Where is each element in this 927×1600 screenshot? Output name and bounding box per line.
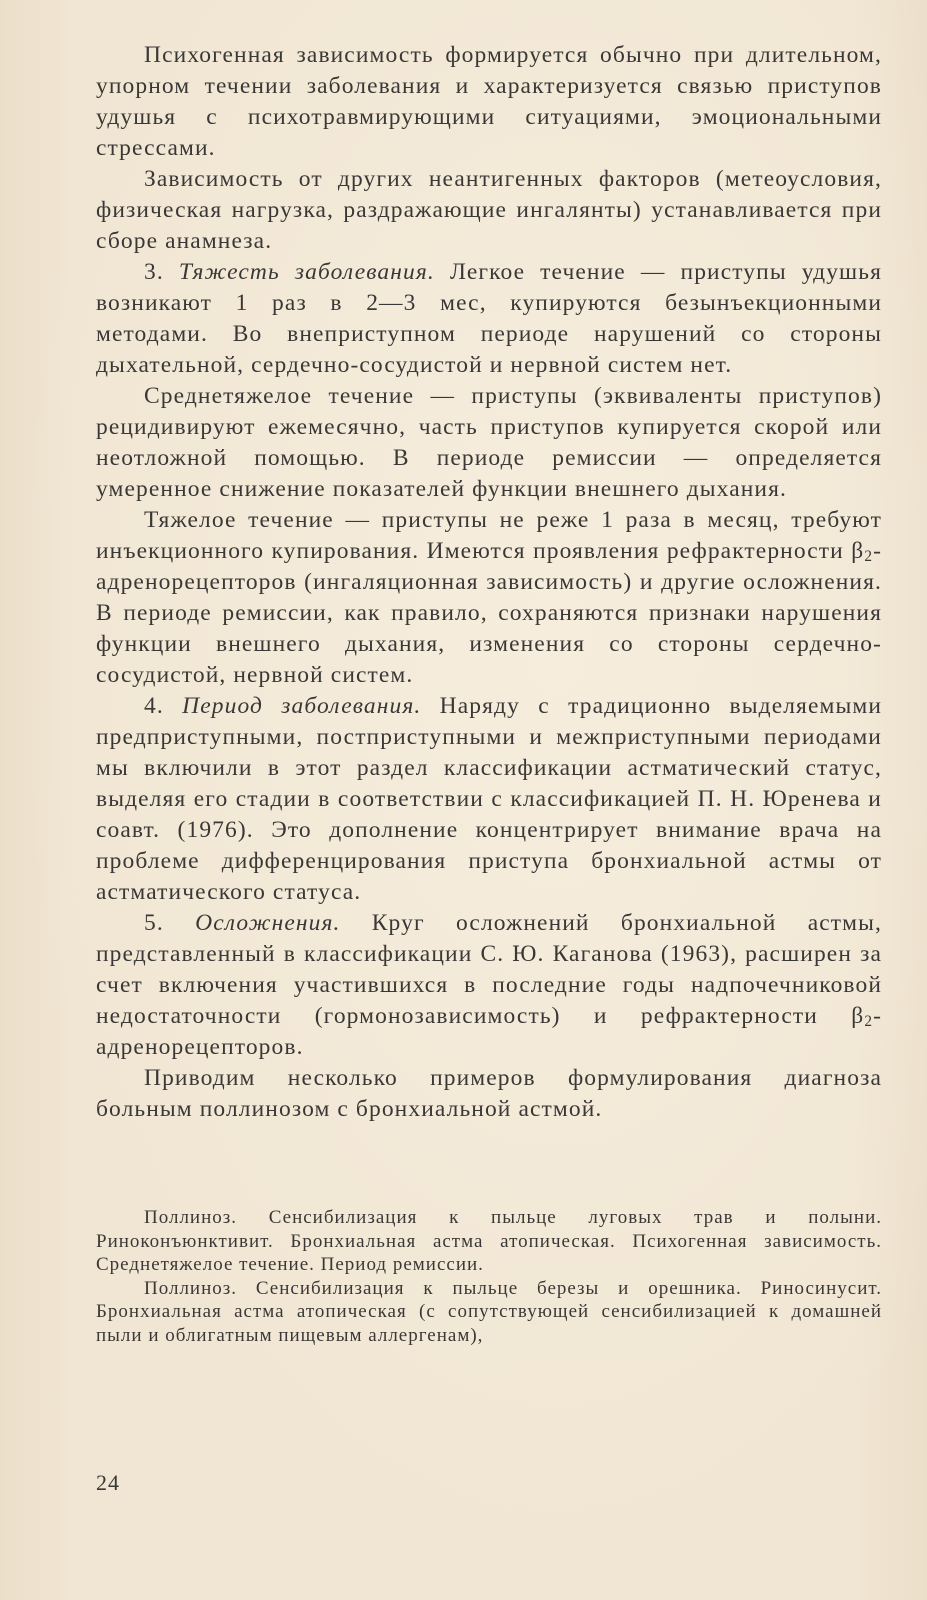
section-number: 4. (144, 693, 164, 719)
paragraph-non-antigenic: Зависимость от других неантигенных факторов (метеоусловия, физическая нагрузка, раздражающие ингалянты) устанавливается при сборе анамнеза. (96, 166, 882, 254)
paragraph-psychogenic: Психогенная зависимость формируется обычно при длительном, упорном течении заболевания и характеризуется связью приступов удушья с психотравмирующими ситуациями, эмоциональными стрессами. (96, 42, 882, 161)
paragraph-severity: 3. Тяжесть заболевания. Легкое течение — приступы удушья возникают 1 раз в 2—3 мес, купируются безынъекционными методами. Во внеприступном периоде нарушений со стороны дыхательной, сердечно-сосудистой и нервной систем нет. (96, 259, 882, 378)
diagnosis-examples (96, 1206, 882, 1347)
paragraph-examples-intro: Приводим несколько примеров формулирования диагноза больным поллинозом с бронхиальной астмой. (96, 1065, 882, 1122)
section-heading: Осложнения. (195, 910, 341, 936)
paragraph-severe: Тяжелое течение — приступы не реже 1 раза в месяц, требуют инъекционного купирования. Имеются проявления рефрактерности $\beta_2$-адренорецепторов (ингаляционная зависимость) и другие осложнения. В периоде ремиссии, как правило, сохраняются признаки нарушения функции внешнего дыхания, изменения со стороны сердечно-сосудистой, нервной систем. (96, 507, 882, 688)
main-text (96, 40, 882, 1125)
section-number: 3. (144, 259, 164, 285)
paragraph-period: 4. Период заболевания. Наряду с традиционно выделяемыми предприступными, постприступными и межприступными периодами мы включили в этот раздел классификации астматический статус, выделяя его стадии в соответствии с классификацией П. Н. Юренева и соавт. (1976). Это дополнение концентрирует внимание врача на проблеме дифференцирования приступа бронхиальной астмы от астматического статуса. (96, 693, 882, 905)
paragraph-moderate: Среднетяжелое течение — приступы (эквиваленты приступов) рецидивируют ежемесячно, часть приступов купируется скорой или неотложной помощью. В периоде ремиссии — определяется умеренное снижение показателей функции внешнего дыхания. (96, 383, 882, 502)
diagnosis-example: Поллиноз. Сенсибилизация к пыльце луговых трав и полыни. Риноконъюнктивит. Бронхиальная астма атопическая. Психогенная зависимость. Среднетяжелое течение. Период ремиссии. (96, 1207, 882, 1275)
page-number: 24 (96, 1470, 120, 1495)
section-heading: Тяжесть заболевания. (178, 259, 435, 285)
diagnosis-example: Поллиноз. Сенсибилизация к пыльце березы и орешника. Риносинусит. Бронхиальная астма атопическая (с сопутствующей сенсибилизацией к домашней пыли и облигатным пищевым аллергенам), (96, 1277, 882, 1346)
section-heading: Период заболевания. (182, 693, 422, 719)
paragraph-complications: 5. Осложнения. Круг осложнений бронхиальной астмы, представленный в классификации С. Ю. Каганова (1963), расширен за счет включения участившихся в последние годы надпочечниковой недостаточности (гормонозависимость) и рефрактерности $\beta_2$-адренорецепторов. (96, 910, 882, 1060)
section-number: 5. (144, 910, 164, 936)
